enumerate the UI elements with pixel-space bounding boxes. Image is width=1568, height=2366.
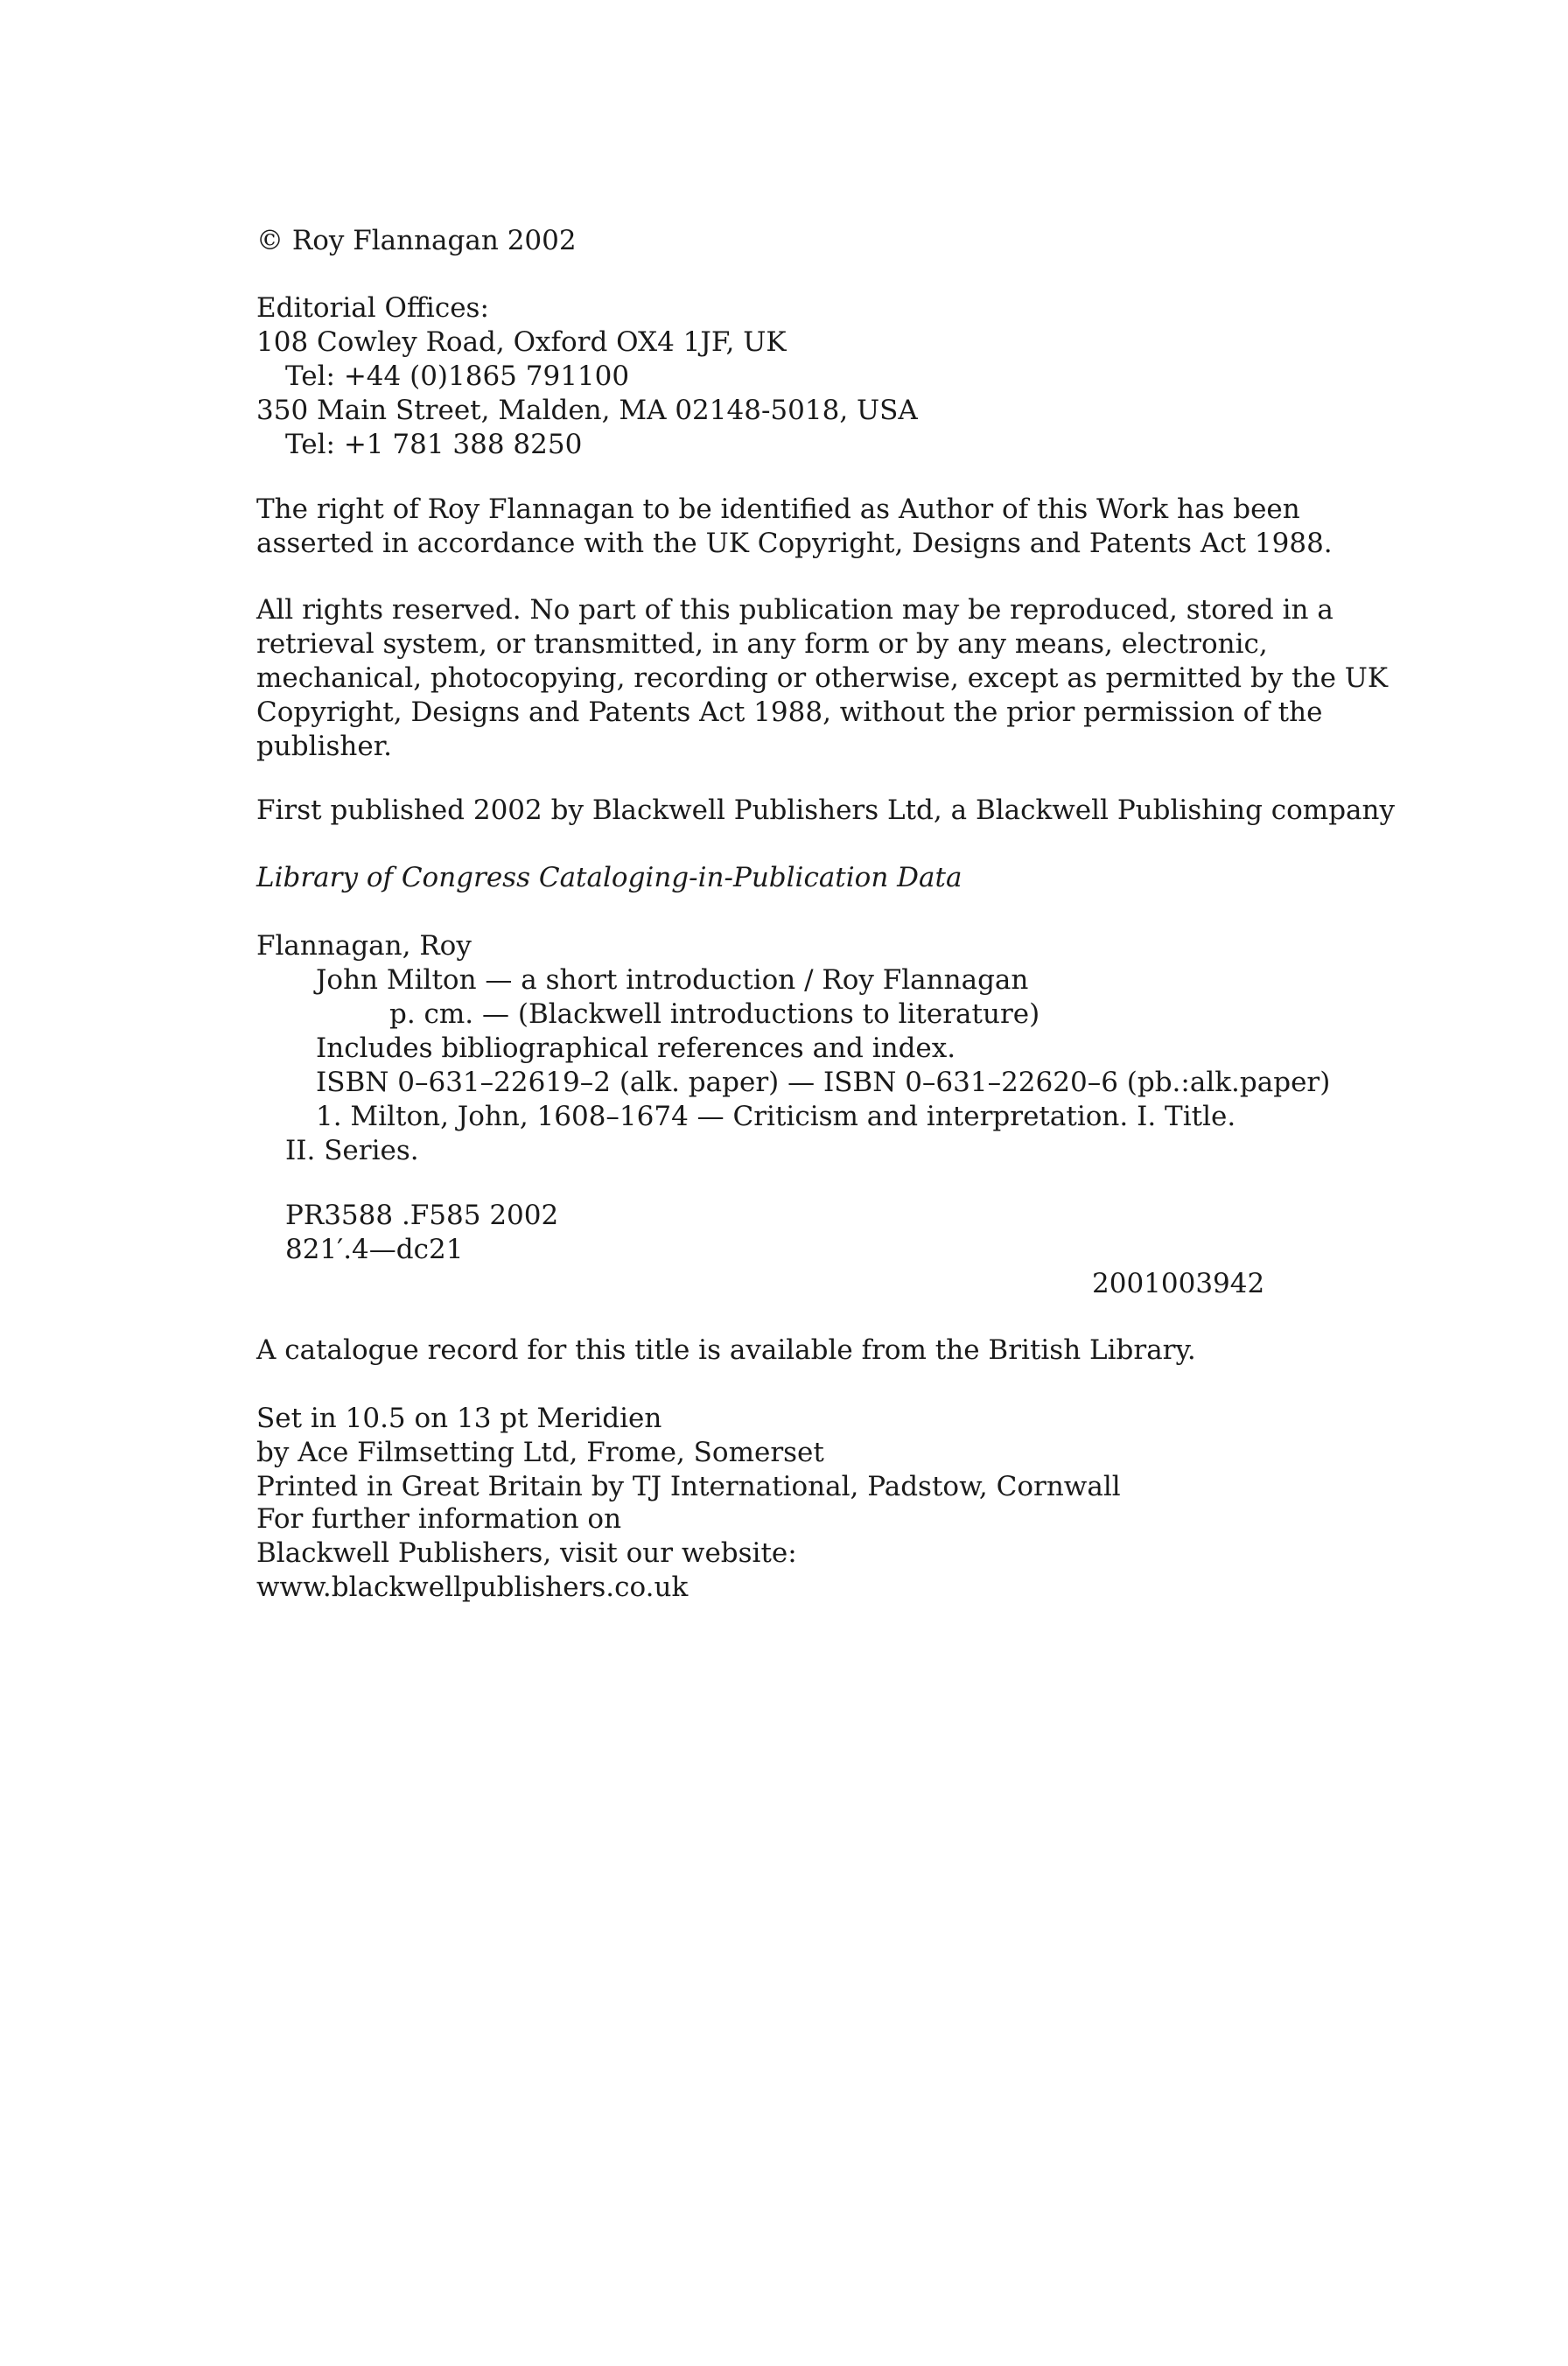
copyright-line: © Roy Flannagan 2002 <box>256 225 577 256</box>
editorial-offices <box>256 291 1429 462</box>
offices-heading: Editorial Offices: <box>256 292 489 324</box>
dewey-classification: 821′.4—dc21 <box>285 1234 464 1265</box>
cip-series: II. Series. <box>285 1135 419 1166</box>
lc-classification: PR3588 .F585 2002 <box>285 1200 559 1231</box>
rights-line: All rights reserved. No part of this publication may be reproduced, stored in a <box>256 594 1334 626</box>
cip-author: Flannagan, Roy <box>256 930 472 962</box>
rights-reserved-paragraph <box>256 593 1429 764</box>
typesetting-line: by Ace Filmsetting Ltd, Frome, Somerset <box>256 1437 824 1468</box>
typesetting-info <box>256 1402 1429 1504</box>
moral-rights-line: The right of Roy Flannagan to be identified as Author of this Work has been <box>256 494 1300 525</box>
rights-line: retrieval system, or transmitted, in any form or by any means, electronic, <box>256 628 1268 660</box>
cip-subject: 1. Milton, John, 1608–1674 — Criticism and interpretation. I. Title. <box>316 1101 1236 1132</box>
lccn-number: 2001003942 <box>1092 1268 1265 1299</box>
cip-title: John Milton — a short introduction / Roy Flannagan <box>316 964 1029 996</box>
further-information <box>256 1502 1429 1605</box>
cip-classification <box>256 1199 1429 1267</box>
rights-line: mechanical, photocopying, recording or otherwise, except as permitted by the UK <box>256 662 1389 694</box>
first-published <box>256 794 1429 828</box>
first-published-line: First published 2002 by Blackwell Publishers Ltd, a Blackwell Publishing company <box>256 794 1396 826</box>
moral-rights-line: asserted in accordance with the UK Copyright, Designs and Patents Act 1988. <box>256 528 1333 559</box>
typesetting-line: Set in 10.5 on 13 pt Meridien <box>256 1403 662 1434</box>
copyright-notice <box>256 224 1429 258</box>
uk-telephone: Tel: +44 (0)1865 791100 <box>285 360 630 392</box>
british-library-line: A catalogue record for this title is available from the British Library. <box>256 1334 1196 1366</box>
british-library-note <box>256 1334 1429 1368</box>
typesetting-line: Printed in Great Britain by TJ International, Padstow, Cornwall <box>256 1471 1121 1502</box>
further-info-line: Blackwell Publishers, visit our website: <box>256 1537 797 1569</box>
rights-line: Copyright, Designs and Patents Act 1988, without the prior permission of the <box>256 696 1323 728</box>
cip-includes: Includes bibliographical references and index. <box>316 1032 956 1064</box>
moral-rights-paragraph <box>256 493 1429 561</box>
cip-pages: p. cm. — (Blackwell introductions to literature) <box>389 998 1040 1030</box>
website-url: www.blackwellpublishers.co.uk <box>256 1572 689 1603</box>
cip-heading: Library of Congress Cataloging-in-Publication Data <box>256 862 962 893</box>
cip-record <box>256 929 1429 1168</box>
rights-line: publisher. <box>256 731 392 762</box>
us-telephone: Tel: +1 781 388 8250 <box>285 429 583 460</box>
further-info-line: For further information on <box>256 1503 622 1535</box>
uk-address: 108 Cowley Road, Oxford OX4 1JF, UK <box>256 326 787 358</box>
us-address: 350 Main Street, Malden, MA 02148-5018, USA <box>256 395 918 426</box>
cip-heading-block <box>256 861 1429 895</box>
cip-isbn: ISBN 0–631–22619–2 (alk. paper) — ISBN 0–631–22620–6 (pb.:alk.paper) <box>316 1067 1331 1098</box>
